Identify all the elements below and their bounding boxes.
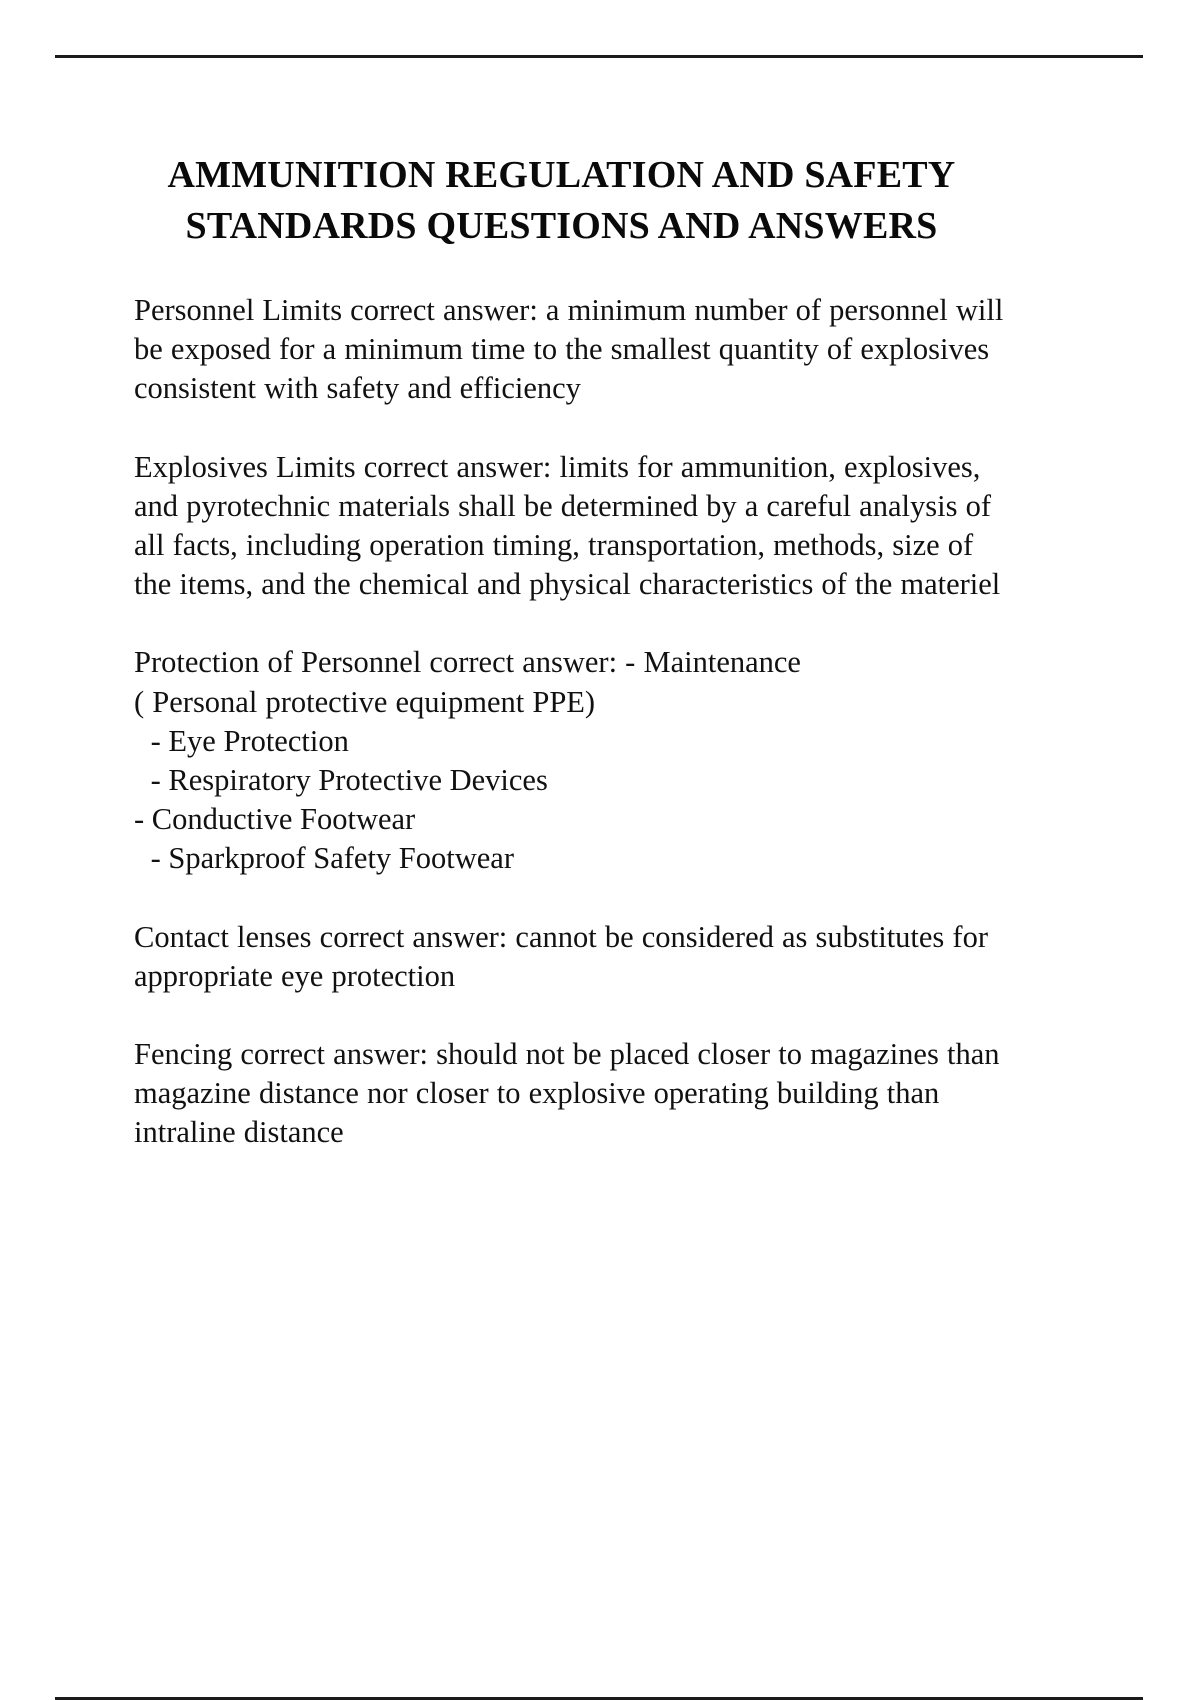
document-body: [134, 150, 1004, 1153]
page-top-rule: [55, 55, 1143, 58]
list-item: - Sparkproof Safety Footwear: [143, 841, 514, 876]
list-item: - Conductive Footwear: [134, 802, 416, 837]
spacer-after-title: [134, 252, 1004, 291]
paragraph-fencing: Fencing correct answer: should not be placed closer to magazines than magazine distance nor closer to explosive operating building than intraline distance: [134, 1037, 1000, 1150]
list-item: - Respiratory Protective Devices: [143, 763, 548, 798]
paragraph-protection-of-personnel-subheading: ( Personal protective equipment PPE): [134, 684, 596, 719]
paragraph-explosives-limits: Explosives Limits correct answer: limits for ammunition, explosives, and pyrotechnic materials shall be determined by a careful analysis of all facts, including operation timing, transportation, methods, size of the items, and the chemical and physical characteristics of the materiel: [134, 449, 1001, 602]
spacer-3: [134, 879, 1004, 918]
spacer-1: [134, 409, 1004, 448]
page-title-line-1: AMMUNITION REGULATION AND SAFETY: [167, 154, 956, 196]
paragraph-protection-of-personnel-heading: Protection of Personnel correct answer: - Maintenance: [134, 645, 801, 680]
spacer-2: [134, 604, 1004, 643]
paragraph-contact-lenses: Contact lenses correct answer: cannot be considered as substitutes for appropriate eye protection: [134, 919, 988, 993]
list-item: - Eye Protection: [143, 723, 349, 758]
spacer-4: [134, 996, 1004, 1035]
page-title: [134, 150, 989, 252]
page-title-line-2: STANDARDS QUESTIONS AND ANSWERS: [185, 205, 938, 247]
paragraph-personnel-limits: Personnel Limits correct answer: a minimum number of personnel will be exposed for a minimum time to the smallest quantity of explosives consistent with safety and efficiency: [134, 293, 1004, 406]
